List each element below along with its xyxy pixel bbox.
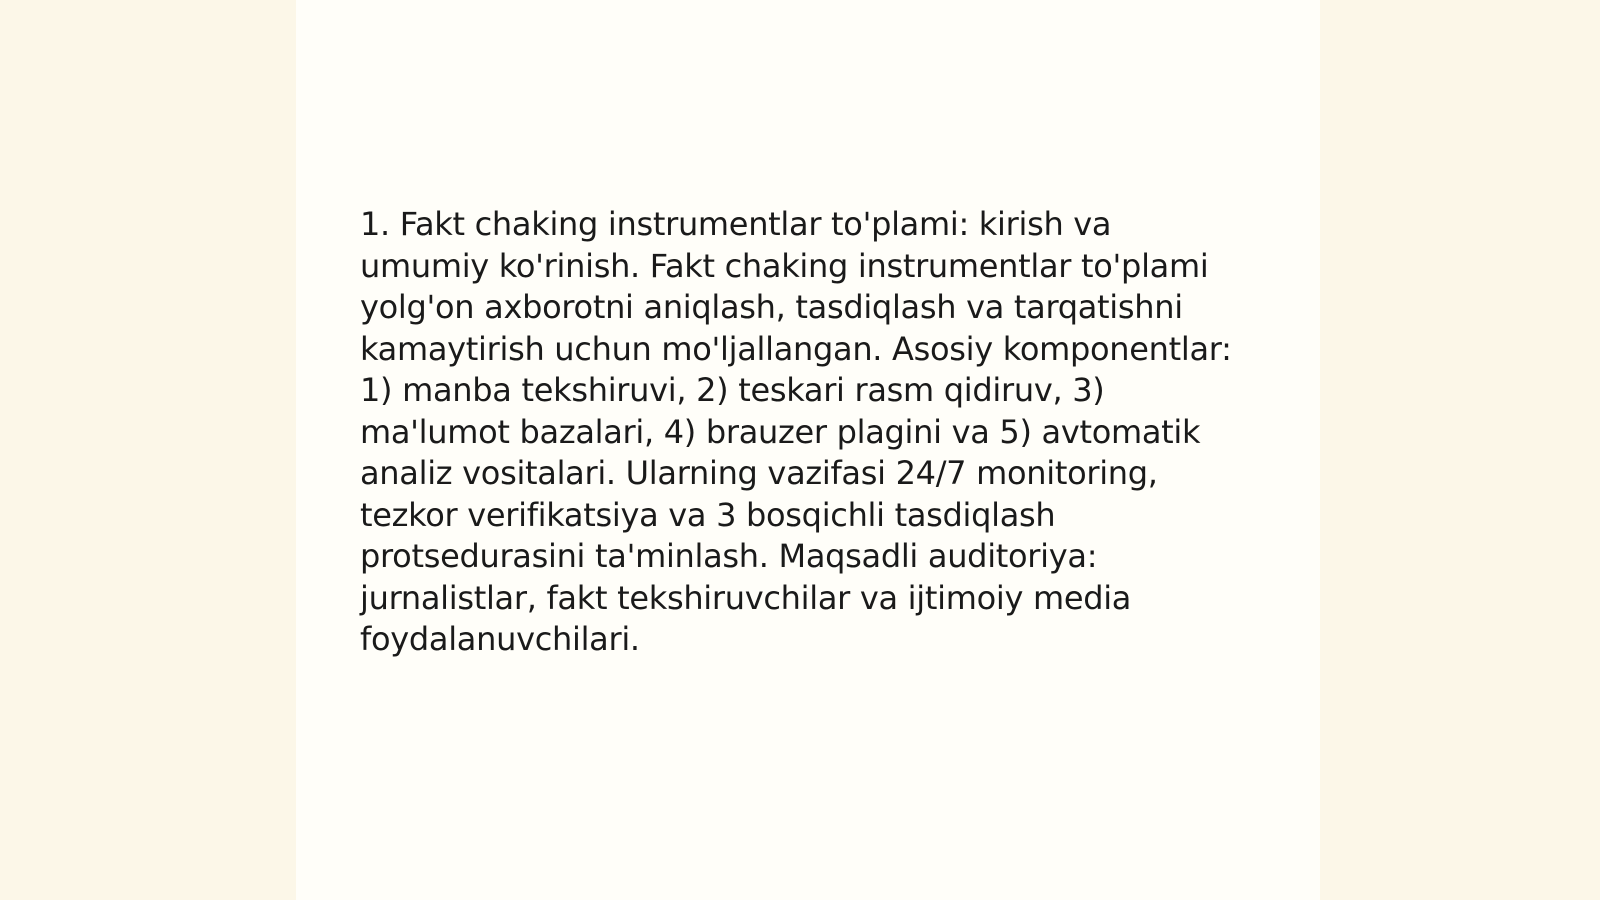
document-page — [296, 0, 1320, 900]
body-paragraph: 1. Fakt chaking instrumentlar to'plami: kirish va umumiy ko'rinish. Fakt chaking instrumentlar to'plami yolg'on axborotni aniqlash, tasdiqlash va tarqatishni kamaytirish uchun mo'ljallangan. Asosiy komponentlar: 1) manba tekshiruvi, 2) teskari rasm qidiruv, 3) ma'lumot bazalari, 4) brauzer plagini va 5) avtomatik analiz vositalari. Ularning vazifasi 24/7 monitoring, tezkor verifikatsiya va 3 bosqichli tasdiqlash protsedurasini ta'minlash. Maqsadli auditoriya: jurnalistlar, fakt tekshiruvchilar va ijtimoiy media foydalanuvchilari. — [360, 205, 1232, 658]
